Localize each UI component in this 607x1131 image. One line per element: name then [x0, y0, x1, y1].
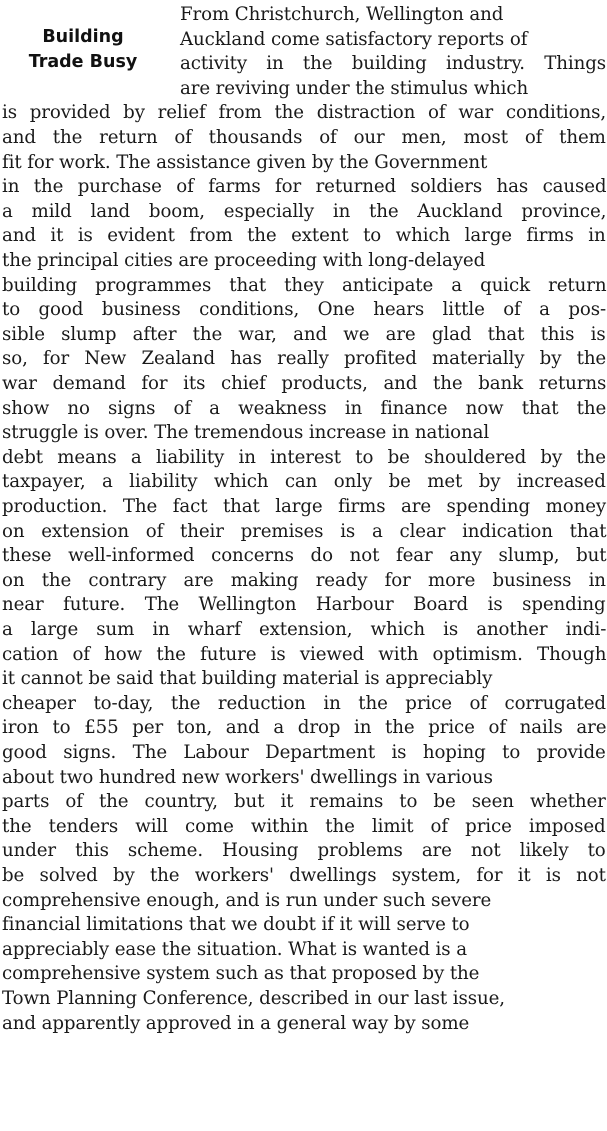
heading-line-2: Trade Busy: [28, 52, 138, 72]
article-line: in the purchase of farms for returned soldiers has caused: [2, 176, 607, 198]
article-line: a mild land boom, especially in the Auckland province,: [2, 200, 607, 222]
article-line: and the return of thousands of our men, most of them: [2, 127, 606, 148]
article-line: the tenders will come within the limit of price imposed: [2, 815, 606, 837]
article-heading-block: [0, 0, 166, 106]
article-line: be solved by the workers' dwellings system, for it is not: [2, 865, 606, 886]
article-line: on extension of their premises is a clear indication that: [2, 520, 607, 542]
article-line: parts of the country, but it remains to be seen whether: [2, 791, 606, 813]
article-line: cheaper to-day, the reduction in the price of corrugated: [2, 692, 606, 714]
article-line: iron to £55 per ton, and a drop in the price of nails are: [2, 717, 607, 739]
article-line: to good business conditions, One hears little of a pos-: [2, 299, 607, 321]
article-line: are reviving under the stimulus which: [180, 77, 529, 99]
heading-line-1: Building: [42, 27, 124, 47]
article-line: and apparently approved in a general way by some: [2, 1012, 470, 1034]
article-line: show no signs of a weakness in finance now that the: [2, 397, 607, 419]
article-line: the principal cities are proceeding with long-delayed: [2, 250, 486, 271]
article-line: these well-informed concerns do not fear any slump, but: [2, 545, 607, 567]
article-line: production. The fact that large firms are spending money: [2, 496, 607, 517]
article-line: fit for work. The assistance given by the Government: [2, 151, 488, 173]
article-line: on the contrary are making ready for more business in: [2, 569, 606, 591]
article-line: war demand for its chief products, and the bank returns: [2, 373, 607, 394]
article-line: struggle is over. The tremendous increase in national: [2, 422, 490, 444]
article-line: and it is evident from the extent to which large firms in: [2, 225, 606, 247]
article-line: cation of how the future is viewed with optimism. Though: [2, 643, 607, 665]
article-line: From Christchurch, Wellington and: [180, 4, 504, 25]
article-line: comprehensive system such as that proposed by the: [2, 963, 480, 985]
article-line: Town Planning Conference, described in our last issue,: [2, 988, 505, 1009]
article-line: activity in the building industry. Things: [180, 53, 606, 75]
article-line: sible slump after the war, and we are glad that this is: [2, 323, 606, 345]
article-line: comprehensive enough, and is run under such severe: [2, 889, 492, 911]
article-line: so, for New Zealand has really profited materially by the: [2, 348, 607, 370]
article-line: is provided by relief from the distraction of war conditions,: [2, 102, 607, 124]
article-heading: [4, 25, 162, 75]
article-line: about two hundred new workers' dwellings in various: [2, 766, 493, 788]
article-line: debt means a liability in interest to be shouldered by the: [2, 446, 606, 468]
article-line: it cannot be said that building material is appreciably: [2, 668, 493, 690]
article-line: taxpayer, a liability which can only be met by increased: [2, 471, 606, 493]
article-line: appreciably ease the situation. What is wanted is a: [2, 938, 467, 960]
article-line: financial limitations that we doubt if it will serve to: [2, 914, 470, 936]
article-line: under this scheme. Housing problems are not likely to: [2, 840, 606, 862]
article-line: good signs. The Labour Department is hoping to provide: [2, 742, 606, 763]
article-line: a large sum in wharf extension, which is another indi-: [2, 619, 607, 640]
article-line: near future. The Wellington Harbour Board is spending: [2, 594, 606, 616]
article-line: Auckland come satisfactory reports of: [180, 28, 528, 50]
article-line: building programmes that they anticipate a quick return: [2, 274, 607, 296]
